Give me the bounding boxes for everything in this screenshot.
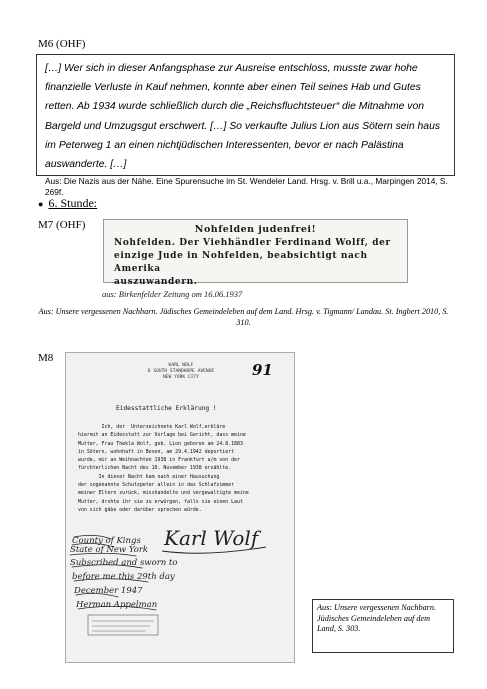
m6-quote-text: […] Wer sich in dieser Anfangsphase zur Ausreise entschloss, musste zwar hohe finanzielle Verluste in Kauf nehmen, konnte aber einen Teil seines Hab und Gutes retten. Ab 1934 wurde schließlich durch die „Reichsfluchtsteuer“ die Mitnahme von Bargeld und Umzugsgut erschwert. […] So verkaufte Julius Lion aus Sötern sein haus im Peterweg 1 an einen nichtjüdischen Interessenten, bevor er nach Palästina auswanderte. […]	[45, 63, 441, 171]
notary-stamp-icon	[88, 615, 158, 635]
m6-source: Aus: Die Nazis aus der Nähe. Eine Spurensuche im St. Wendeler Land. Hrsg. v. Brill u.a., Marpingen 2014, S. 269f.	[45, 176, 448, 197]
letterhead-line: NEW YORK CITY	[163, 375, 199, 380]
bullet-icon: ●	[38, 199, 44, 209]
section-heading	[38, 196, 97, 211]
notary-line: before me this 29th day	[72, 572, 175, 582]
signature-area	[66, 529, 295, 663]
m6-label: M6 (OHF)	[38, 38, 86, 50]
clipping-line: einzige Jude in Nohfelden, beabsichtigt nach Amerika	[114, 251, 368, 274]
signature: Karl Wolf	[164, 529, 259, 550]
clipping-source: aus: Birkenfelder Zeitung om 16.06.1937	[102, 289, 243, 299]
section-heading-label: 6. Stunde:	[48, 196, 98, 210]
notary-line: County of Kings	[72, 536, 141, 546]
notary-line: Subscribed and sworn to	[70, 558, 178, 568]
m8-label: M8	[38, 352, 54, 364]
m7-caption: Aus: Unsere vergessenen Nachbarn. Jüdisches Gemeindeleben auf dem Land. Hrsg. v. Tigmann/ Landau. St. Ingbert 2010, S. 310.	[38, 307, 449, 327]
affidavit-title: Eidesstattliche Erklärung !	[116, 405, 217, 412]
clipping-headline: Nohfelden judenfrei!	[194, 224, 317, 235]
notary-line: December 1947	[74, 586, 143, 596]
m7-label: M7 (OHF)	[38, 219, 86, 231]
clipping-body	[114, 237, 397, 289]
clipping-line: Nohfelden. Der Viehhändler Ferdinand Wolff, der	[114, 238, 391, 248]
clipping-line: auszuwandern.	[114, 277, 198, 287]
newspaper-clipping	[103, 219, 408, 287]
document-number: 91	[252, 361, 273, 379]
notary-line: State of New York	[70, 545, 149, 555]
notary-line: Herman Appelman	[76, 600, 158, 610]
affidavit-document	[65, 352, 295, 663]
m8-caption: Aus: Unsere vergessenen Nachbarn. Jüdisches Gemeindeleben auf dem Land, S. 303.	[312, 599, 454, 653]
m6-quote-box	[36, 54, 455, 197]
letterhead-line: 6 SOUTH STANDHOPE AVENUE	[147, 369, 215, 374]
letterhead-line: KARL WOLF	[168, 363, 194, 368]
affidavit-body: Ich, der Unterzeichnete Karl Wolf,erkläre hiermit an Eidesstatt zur Vorlage bei Gericht, dass meine Mutter, Frau Thekla Wolf, geb. Lion geboren am 24.8.1883 in Sötern, wohnhaft in Bosen, am 29.4.1942 deportiert wurde, mir an Weihnachten 1938 in Frankfurt a/m von der fürchterlichen Nacht des 10. November 1938 erzählte. In dieser Nacht kam nach einer Hausuchung der sogenannte Schutzpeter allein in das Schlafzimmer meiner Eltern zurück, misshandelte und vergewaltigte meine Mutter, drohte ihr sie zu erwürgen, falls sie einen Laut von sich gäbe oder darüber sprechen würde.	[78, 424, 249, 513]
